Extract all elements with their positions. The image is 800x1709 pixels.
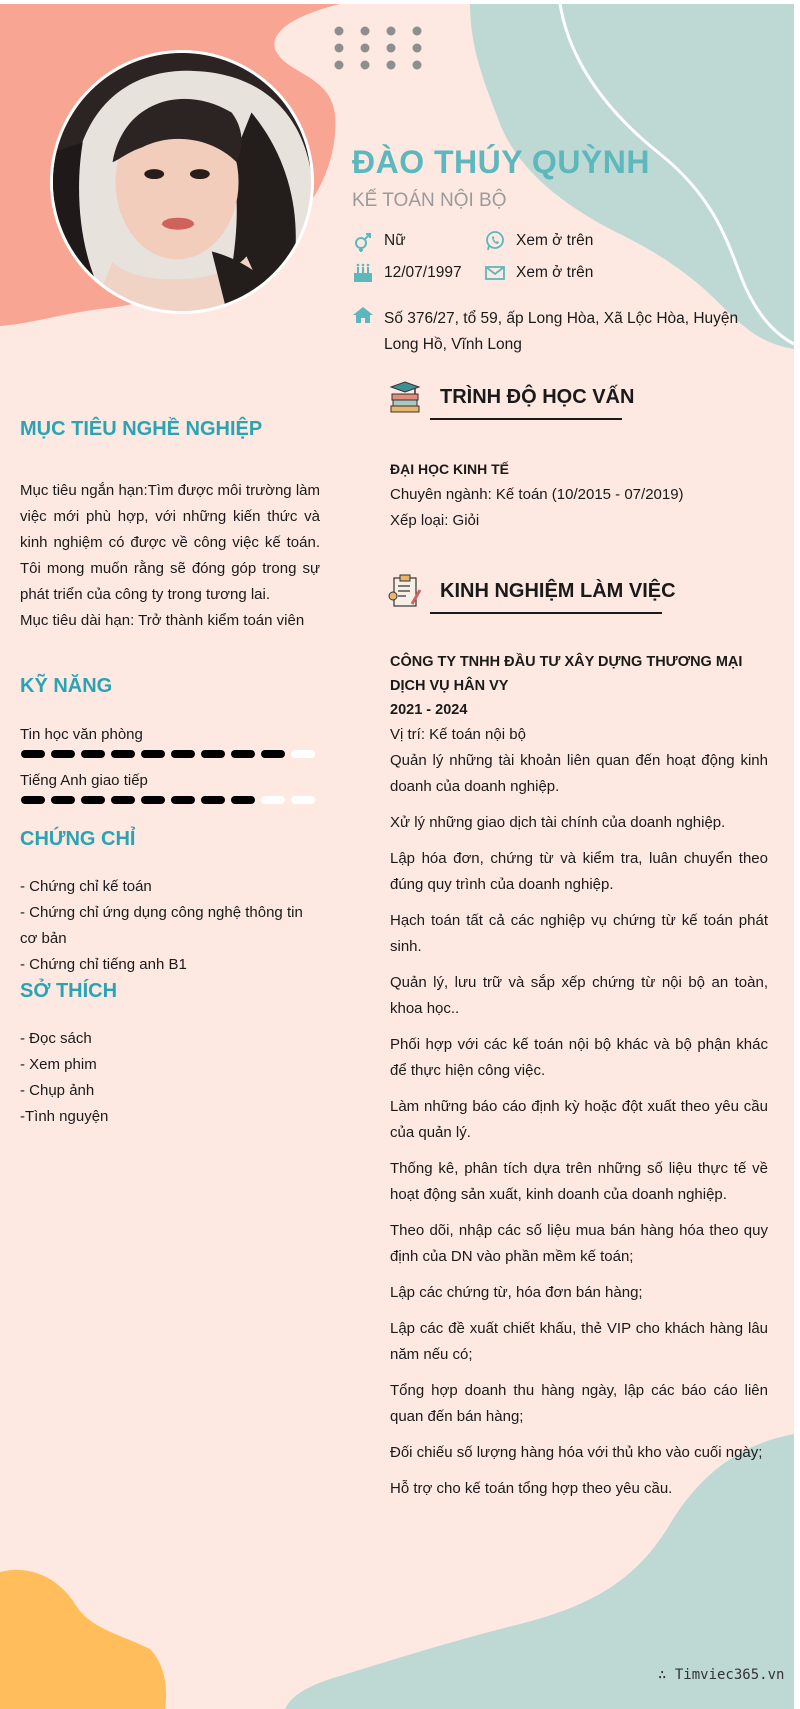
objective-title: MỤC TIÊU NGHỀ NGHIỆP <box>20 418 263 440</box>
duty-item: Hạch toán tất cả các nghiệp vụ chứng từ kế toán phát sinh. <box>390 912 768 955</box>
certificate-item: - Chứng chỉ ứng dụng công nghệ thông tin cơ bản <box>20 904 303 947</box>
duty-item: Lập hóa đơn, chứng từ và kiểm tra, luân chuyển theo đúng quy trình của doanh nghiệp. <box>390 850 768 893</box>
duty-item: Thống kê, phân tích dựa trên những số liệu thực tế về hoạt động sản xuất, kinh doanh của doanh nghiệp. <box>390 1160 768 1203</box>
certificates-list <box>20 874 320 978</box>
skill-dash-filled <box>171 750 195 758</box>
decorative-dots <box>334 26 426 70</box>
skill-dash-filled <box>171 796 195 804</box>
skill-dash-filled <box>231 796 255 804</box>
hobby-item: - Đọc sách <box>20 1030 92 1047</box>
skill-dash-filled <box>111 796 135 804</box>
watermark: ∴ Timviec365.vn <box>658 1667 785 1683</box>
graduation-books-icon <box>388 380 422 414</box>
certificate-item: - Chứng chỉ tiếng anh B1 <box>20 956 187 973</box>
skill-dash-filled <box>201 796 225 804</box>
duty-item: Hỗ trợ cho kế toán tổng hợp theo yêu cầu. <box>390 1480 673 1497</box>
company-name: CÔNG TY TNHH ĐẦU TƯ XÂY DỰNG THƯƠNG MẠI DỊCH VỤ HÂN VY <box>390 654 743 694</box>
duty-item: Quản lý, lưu trữ và sắp xếp chứng từ nội bộ an toàn, khoa học.. <box>390 974 768 1017</box>
hobbies-title: SỞ THÍCH <box>20 980 118 1002</box>
email-icon <box>484 262 506 284</box>
skill-dash-filled <box>201 750 225 758</box>
skill-dash-empty <box>291 750 315 758</box>
birthday-cake-icon <box>352 262 374 284</box>
cv-page <box>0 4 794 1709</box>
skill-dash-filled <box>111 750 135 758</box>
orange-blob <box>0 1570 166 1709</box>
gender-value: Nữ <box>384 232 406 249</box>
home-icon <box>352 304 374 326</box>
education-title: TRÌNH ĐỘ HỌC VẤN <box>440 386 635 408</box>
skill-dash-filled <box>81 750 105 758</box>
objective-text <box>20 478 320 634</box>
duty-item: Tổng hợp doanh thu hàng ngày, lập các báo cáo liên quan đến bán hàng; <box>390 1382 768 1425</box>
hobby-item: - Chụp ảnh <box>20 1082 95 1099</box>
experience-header <box>388 574 768 618</box>
skill-dash-filled <box>81 796 105 804</box>
skills-title: KỸ NĂNG <box>20 675 113 697</box>
education-content <box>390 456 768 534</box>
phone-value: Xem ở trên <box>516 232 594 249</box>
duty-item: Theo dõi, nhập các số liệu mua bán hàng hóa theo quy định của DN vào phần mềm kế toán; <box>390 1222 768 1265</box>
certificate-item: - Chứng chỉ kế toán <box>20 878 152 895</box>
work-clipboard-icon <box>388 574 422 608</box>
skill-dash-filled <box>21 796 45 804</box>
hobby-item: - Xem phim <box>20 1056 97 1073</box>
hobbies-list <box>20 1026 320 1130</box>
experience-underline <box>430 612 662 614</box>
candidate-name: ĐÀO THÚY QUỲNH <box>352 144 650 180</box>
job-title: KẾ TOÁN NỘI BỘ <box>352 190 507 211</box>
duty-item: Lập các chứng từ, hóa đơn bán hàng; <box>390 1284 643 1301</box>
skill-name: Tin học văn phòng <box>20 726 143 743</box>
experience-content <box>390 650 768 1502</box>
work-position: Vị trí: Kế toán nội bộ <box>390 726 526 743</box>
duty-item: Làm những báo cáo định kỳ hoặc đột xuất theo yêu cầu của quản lý. <box>390 1098 768 1141</box>
duty-item: Đối chiếu số lượng hàng hóa với thủ kho vào cuối ngày; <box>390 1444 763 1461</box>
skill-dash-filled <box>21 750 45 758</box>
email-value: Xem ở trên <box>516 264 594 281</box>
skill-name: Tiếng Anh giao tiếp <box>20 772 148 789</box>
skill-dash-filled <box>51 796 75 804</box>
education-underline <box>430 418 622 420</box>
work-years: 2021 - 2024 <box>390 702 468 718</box>
skill-bar <box>20 794 320 806</box>
objective-long-term: Mục tiêu dài hạn: Trở thành kiểm toán viên <box>20 612 305 629</box>
duty-item: Quản lý những tài khoản liên quan đến hoạt động kinh doanh của doanh nghiệp. <box>390 752 768 795</box>
gender-icon <box>352 230 374 252</box>
duty-item: Xử lý những giao dịch tài chính của doanh nghiệp. <box>390 814 726 831</box>
skill-dash-filled <box>261 750 285 758</box>
skill-dash-empty <box>261 796 285 804</box>
skill-dash-empty <box>291 796 315 804</box>
phone-icon <box>484 230 506 252</box>
education-rank: Xếp loại: Giỏi <box>390 512 480 529</box>
objective-short-term: Mục tiêu ngắn hạn:Tìm được môi trường làm việc mới phù hợp, với những kiến thức và kinh nghiệm có được về công việc kế toán. Tôi mong muốn rằng sẽ đóng góp trong sự phát triển của công ty trong tương lai. <box>20 482 320 603</box>
duty-item: Lập các đề xuất chiết khấu, thẻ VIP cho khách hàng lâu năm nếu có; <box>390 1320 768 1363</box>
skill-dash-filled <box>141 796 165 804</box>
certificates-title: CHỨNG CHỈ <box>20 828 136 850</box>
skill-dash-filled <box>51 750 75 758</box>
skill-dash-filled <box>141 750 165 758</box>
education-header <box>388 380 768 424</box>
school-name: ĐẠI HỌC KINH TẾ <box>390 461 509 477</box>
profile-photo <box>50 50 314 314</box>
birthday-value: 12/07/1997 <box>384 264 462 281</box>
address-value: Số 376/27, tổ 59, ấp Long Hòa, Xã Lộc Hòa, Huyện Long Hồ, Vĩnh Long <box>384 310 739 353</box>
experience-title: KINH NGHIỆM LÀM VIỆC <box>440 580 676 602</box>
skill-bar <box>20 748 320 760</box>
education-major: Chuyên ngành: Kế toán (10/2015 - 07/2019) <box>390 486 684 503</box>
duty-item: Phối hợp với các kế toán nội bộ khác và bộ phận khác để thực hiện công việc. <box>390 1036 768 1079</box>
hobby-item: -Tình nguyện <box>20 1108 109 1125</box>
skill-dash-filled <box>231 750 255 758</box>
